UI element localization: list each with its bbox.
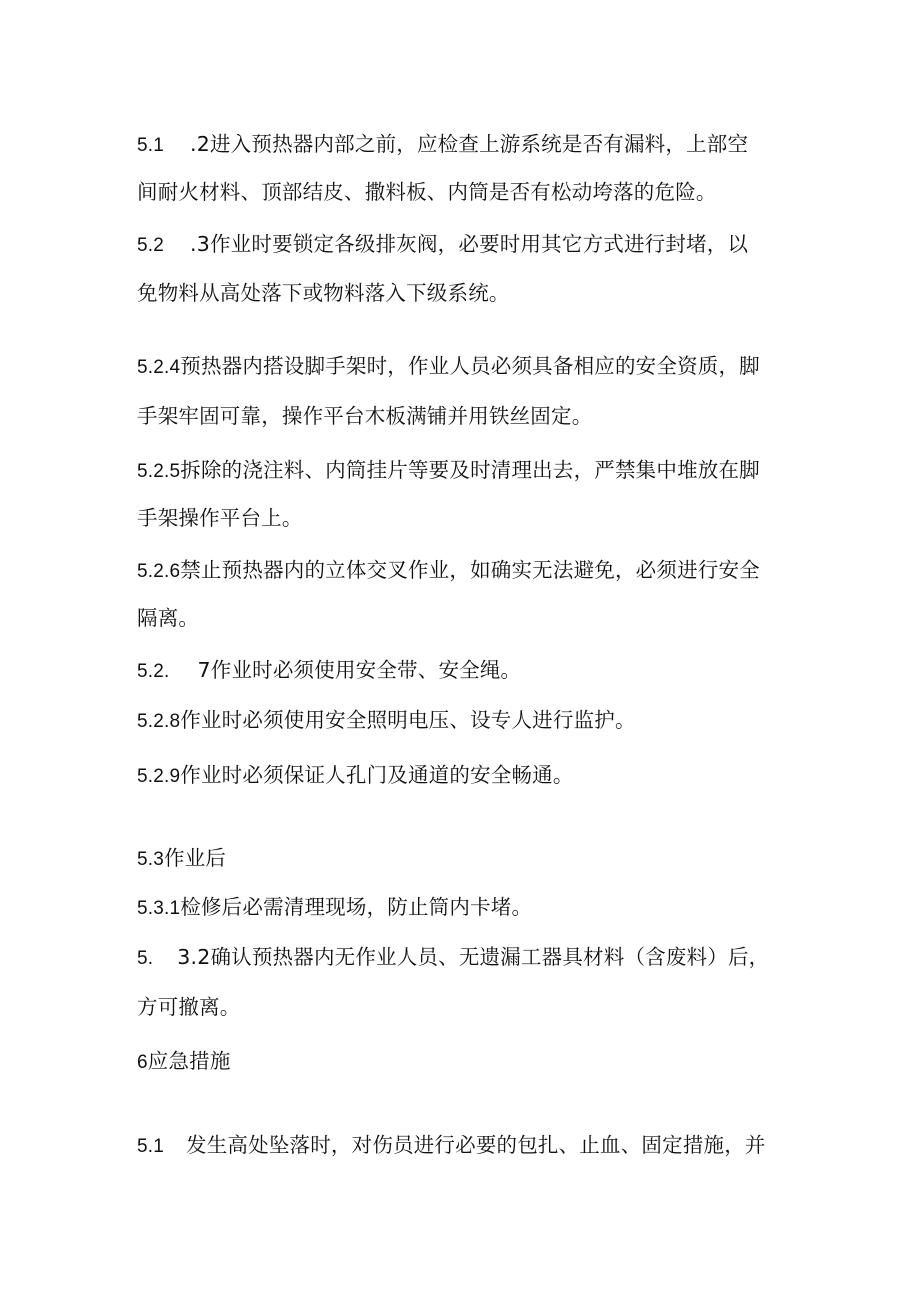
section-number: 5.2.9	[137, 766, 181, 787]
text-line	[137, 604, 199, 632]
text-line	[137, 706, 636, 736]
line-text: 应急措施	[147, 1049, 231, 1073]
text-line	[137, 761, 574, 791]
section-number: 5.2.	[137, 661, 170, 682]
line-text: 预热器内搭设脚手架时，作业人员必须具备相应的安全资质，脚	[180, 354, 760, 378]
section-number: 5.3	[137, 849, 165, 870]
line-text: .2进入预热器内部之前，应检查上游系统是否有漏料，上部空	[190, 132, 749, 156]
line-text: 检修后必需清理现场，防止筒内卡堵。	[180, 895, 533, 919]
line-text: 间耐火材料、顶部结皮、撒料板、内筒是否有松动垮落的危险。	[137, 180, 717, 204]
text-line	[137, 178, 717, 206]
text-line	[137, 844, 226, 874]
section-number: 6	[137, 1052, 148, 1073]
text-line	[137, 402, 592, 430]
line-text: 拆除的浇注料、内筒挂片等要及时清理出去，严禁集中堆放在脚	[180, 458, 760, 482]
section-number: 5.1	[137, 1136, 165, 1157]
text-line	[137, 1131, 766, 1161]
line-text: 作业时必须保证人孔门及通道的安全畅通。	[180, 763, 574, 787]
section-number: 5.	[137, 948, 154, 969]
text-line	[137, 279, 510, 307]
text-line	[137, 943, 769, 973]
text-line	[137, 130, 748, 160]
section-number: 5.3.1	[137, 898, 181, 919]
line-text: 7作业时必须使用安全带、安全绳。	[197, 658, 522, 682]
section-number: 5.2.8	[137, 711, 181, 732]
section-number: 5.2.4	[137, 357, 181, 378]
line-text: 发生高处坠落时，对伤员进行必要的包扎、止血、固定措施，并	[186, 1133, 766, 1157]
line-text: 作业时必须使用安全照明电压、设专人进行监护。	[180, 708, 636, 732]
line-text: 手架牢固可靠，操作平台木板满铺并用铁丝固定。	[137, 404, 593, 428]
text-line	[137, 556, 760, 586]
text-line	[137, 352, 760, 382]
text-line	[137, 993, 241, 1021]
line-text: 手架操作平台上。	[137, 506, 303, 530]
section-number: 5.2.6	[137, 561, 181, 582]
section-number: 5.1	[137, 135, 165, 156]
section-number: 5.2	[137, 235, 165, 256]
text-line	[137, 456, 760, 486]
text-line	[137, 1047, 231, 1077]
line-text: 3.2确认预热器内无作业人员、无遗漏工器具材料（含废料）后，	[177, 945, 770, 969]
line-text: 免物料从高处落下或物料落入下级系统。	[137, 281, 510, 305]
text-line	[137, 893, 532, 923]
line-text: .3作业时要锁定各级排灰阀，必要时用其它方式进行封堵，以	[190, 232, 749, 256]
text-line	[137, 656, 521, 686]
line-text: 方可撤离。	[137, 995, 241, 1019]
line-text: 隔离。	[137, 606, 200, 630]
text-line	[137, 230, 748, 260]
line-text: 禁止预热器内的立体交叉作业，如确实无法避免，必须进行安全	[180, 558, 760, 582]
text-line	[137, 504, 303, 532]
section-number: 5.2.5	[137, 461, 181, 482]
line-text: 作业后	[164, 846, 227, 870]
